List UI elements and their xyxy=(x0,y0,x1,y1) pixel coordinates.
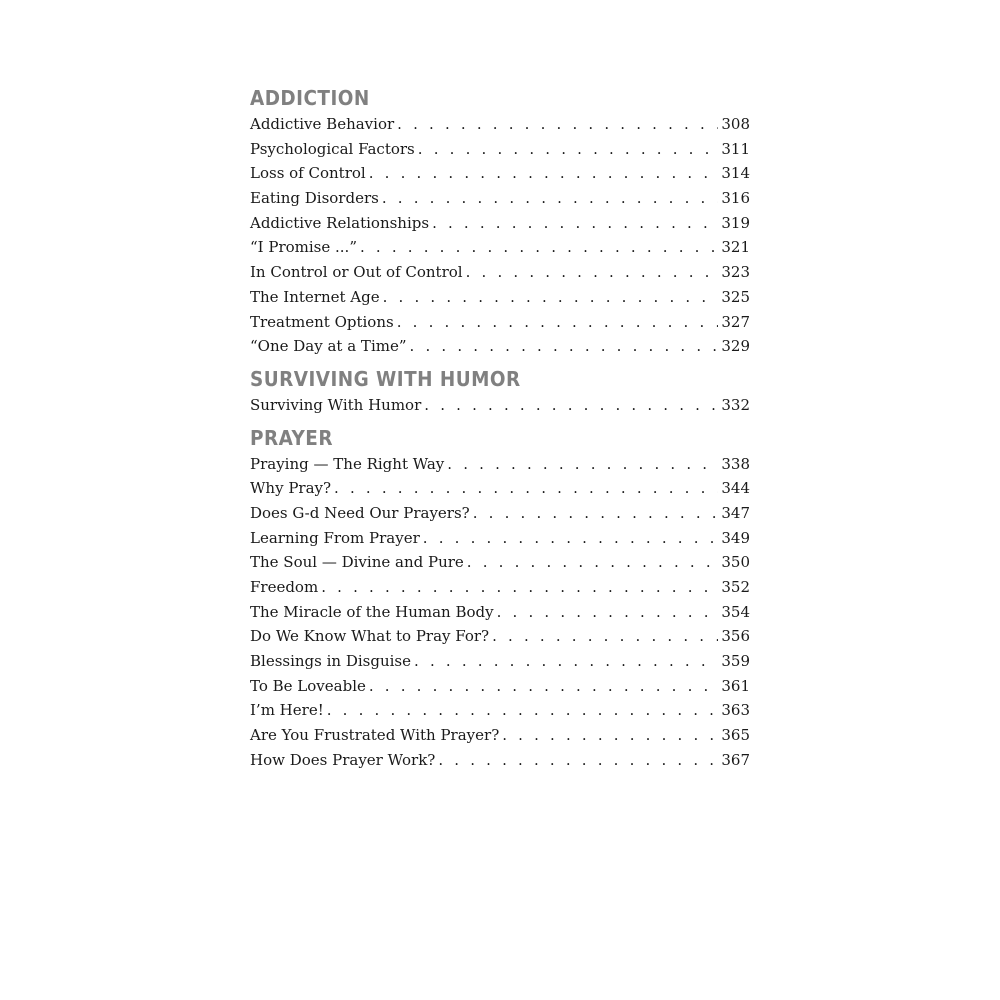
dot-leader xyxy=(418,137,719,162)
toc-entry[interactable] xyxy=(250,211,750,236)
dot-leader xyxy=(502,723,718,748)
entry-page-number: 327 xyxy=(721,312,750,331)
toc-entry[interactable] xyxy=(250,624,750,649)
entry-title: Are You Frustrated With Prayer? xyxy=(250,726,500,745)
entry-title: “I Promise ...” xyxy=(250,238,357,257)
dot-leader xyxy=(369,674,718,699)
entry-page-number: 323 xyxy=(721,263,750,282)
entry-page-number: 356 xyxy=(721,627,750,646)
entry-page-number: 365 xyxy=(721,726,750,745)
toc-entry[interactable] xyxy=(250,334,750,359)
dot-leader xyxy=(321,575,718,600)
entry-title: Psychological Factors xyxy=(250,139,415,158)
toc-entry[interactable] xyxy=(250,285,750,310)
toc-entry[interactable] xyxy=(250,186,750,211)
entry-page-number: 361 xyxy=(721,676,750,695)
toc-entry[interactable] xyxy=(250,698,750,723)
toc-entry[interactable] xyxy=(250,161,750,186)
dot-leader xyxy=(334,476,718,501)
entry-page-number: 354 xyxy=(721,602,750,621)
entry-title: Blessings in Disguise xyxy=(250,652,412,671)
entry-page-number: 311 xyxy=(721,139,750,158)
entry-page-number: 325 xyxy=(721,287,750,306)
section-entries-surviving-with-humor xyxy=(250,393,750,418)
entry-title: Why Pray? xyxy=(250,479,332,498)
section-heading-addiction: ADDICTION xyxy=(250,86,370,110)
entry-title: Addictive Behavior xyxy=(250,115,395,133)
dot-leader xyxy=(397,112,718,137)
entry-title: How Does Prayer Work? xyxy=(250,750,436,769)
section-heading-surviving-with-humor: SURVIVING WITH HUMOR xyxy=(250,366,521,391)
dot-leader xyxy=(447,452,718,477)
toc-entry[interactable] xyxy=(250,260,750,285)
dot-leader xyxy=(497,600,719,625)
entry-page-number: 347 xyxy=(721,503,750,522)
toc-entry[interactable] xyxy=(250,575,750,600)
entry-page-number: 314 xyxy=(721,164,750,183)
entry-page-number: 367 xyxy=(721,750,750,769)
entry-page-number: 319 xyxy=(721,213,750,232)
dot-leader xyxy=(382,186,719,211)
entry-page-number: 359 xyxy=(721,652,750,671)
entry-page-number: 363 xyxy=(721,701,750,720)
toc-entry[interactable] xyxy=(250,476,750,501)
entry-title: Praying — The Right Way xyxy=(250,454,445,473)
toc-entry[interactable] xyxy=(250,526,750,551)
dot-leader xyxy=(432,211,718,236)
section-heading-prayer: PRAYER xyxy=(250,425,333,450)
entry-title: Eating Disorders xyxy=(250,189,379,208)
entry-title: The Miracle of the Human Body xyxy=(250,602,494,621)
toc-entry[interactable] xyxy=(250,649,750,674)
toc-entry[interactable] xyxy=(250,501,750,526)
table-of-contents xyxy=(250,86,750,773)
toc-entry[interactable] xyxy=(250,112,750,137)
dot-leader xyxy=(438,748,718,773)
entry-page-number: 338 xyxy=(721,454,750,473)
entry-title: Does G-d Need Our Prayers? xyxy=(250,503,470,522)
entry-page-number: 329 xyxy=(721,337,750,356)
dot-leader xyxy=(360,235,718,260)
entry-page-number: 321 xyxy=(721,238,750,257)
entry-page-number: 316 xyxy=(721,189,750,208)
toc-entry[interactable] xyxy=(250,674,750,699)
dot-leader xyxy=(467,550,719,575)
entry-page-number: 349 xyxy=(721,528,750,547)
entry-page-number: 344 xyxy=(721,479,750,498)
entry-page-number: 332 xyxy=(721,395,750,414)
dot-leader xyxy=(383,285,719,310)
entry-title: Learning From Prayer xyxy=(250,528,420,547)
toc-entry[interactable] xyxy=(250,550,750,575)
toc-entry[interactable] xyxy=(250,452,750,477)
entry-title: Freedom xyxy=(250,578,319,596)
entry-title: Addictive Relationships xyxy=(250,213,430,232)
toc-entry[interactable] xyxy=(250,310,750,335)
toc-entry[interactable] xyxy=(250,723,750,748)
dot-leader xyxy=(466,260,719,285)
entry-page-number: 308 xyxy=(721,115,750,133)
entry-title: The Soul — Divine and Pure xyxy=(250,553,464,572)
section-entries-addiction xyxy=(250,112,750,359)
dot-leader xyxy=(410,334,719,359)
dot-leader xyxy=(414,649,718,674)
section-entries-prayer xyxy=(250,452,750,773)
entry-title: Do We Know What to Pray For? xyxy=(250,627,490,646)
entry-title: Treatment Options xyxy=(250,312,394,331)
dot-leader xyxy=(423,526,719,551)
toc-entry[interactable] xyxy=(250,600,750,625)
dot-leader xyxy=(327,698,719,723)
entry-page-number: 352 xyxy=(721,578,750,596)
entry-title: The Internet Age xyxy=(250,287,380,306)
entry-title: To Be Loveable xyxy=(250,676,366,695)
dot-leader xyxy=(473,501,719,526)
entry-title: I’m Here! xyxy=(250,701,324,720)
toc-entry[interactable] xyxy=(250,235,750,260)
dot-leader xyxy=(369,161,719,186)
toc-entry[interactable] xyxy=(250,137,750,162)
entry-page-number: 350 xyxy=(721,553,750,572)
dot-leader xyxy=(492,624,718,649)
toc-entry[interactable] xyxy=(250,748,750,773)
dot-leader xyxy=(424,393,718,418)
toc-entry[interactable] xyxy=(250,393,750,418)
entry-title: “One Day at a Time” xyxy=(250,337,407,356)
entry-title: Surviving With Humor xyxy=(250,395,422,414)
dot-leader xyxy=(397,310,719,335)
entry-title: In Control or Out of Control xyxy=(250,263,463,282)
entry-title: Loss of Control xyxy=(250,164,366,183)
